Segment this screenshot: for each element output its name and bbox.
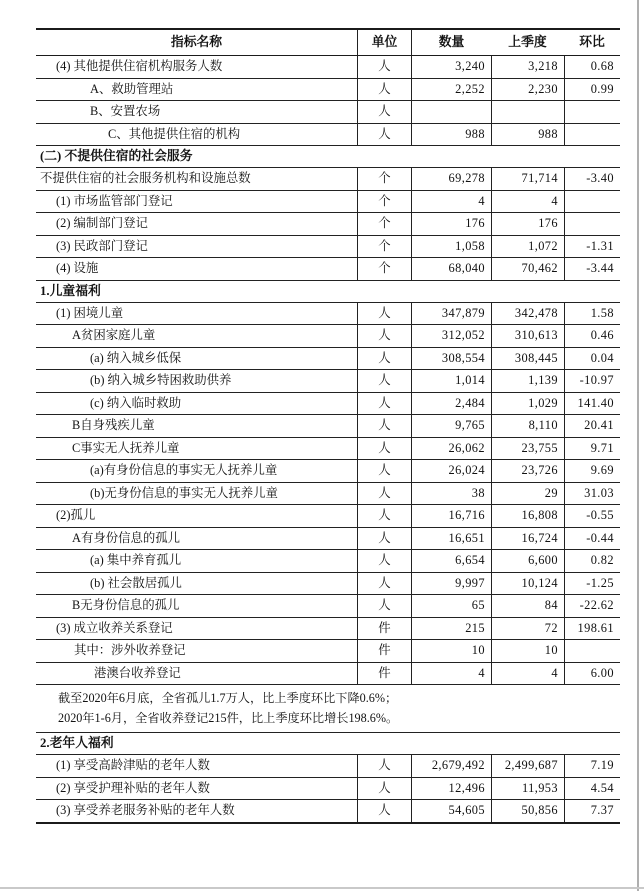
previous-quarter-cell: 16,808 — [491, 505, 564, 527]
previous-quarter-cell: 342,478 — [491, 303, 564, 325]
previous-quarter-cell: 6,600 — [491, 550, 564, 572]
quantity-cell: 16,716 — [411, 505, 491, 527]
ratio-cell: -0.44 — [564, 528, 620, 550]
header-indicator-name: 指标名称 — [170, 35, 223, 49]
ratio-cell: 198.61 — [564, 618, 620, 640]
previous-quarter-cell: 16,724 — [491, 528, 564, 550]
previous-quarter-cell: 4 — [491, 663, 564, 685]
table-row — [36, 213, 620, 236]
quantity-cell: 54,605 — [411, 800, 491, 822]
table-row — [36, 595, 620, 618]
indicator-cell: B、安置农场 — [90, 104, 161, 118]
unit-cell: 人 — [357, 528, 411, 550]
indicator-cell: (3) 民政部门登记 — [56, 238, 148, 253]
ratio-cell: 0.68 — [564, 56, 620, 78]
quantity-cell: 26,062 — [411, 438, 491, 460]
indicator-cell: (3) 享受养老服务补贴的老年人数 — [56, 803, 235, 817]
ratio-cell: 0.04 — [564, 348, 620, 370]
ratio-cell: 9.71 — [564, 438, 620, 460]
quantity-cell: 68,040 — [411, 258, 491, 280]
table-row — [36, 663, 620, 686]
indicator-cell: A有身份信息的孤儿 — [72, 530, 181, 545]
unit-cell: 人 — [357, 415, 411, 437]
quantity-cell: 6,654 — [411, 550, 491, 572]
ratio-cell: 9.69 — [564, 460, 620, 482]
indicator-cell: (4) 设施 — [56, 261, 99, 275]
section-title: 1.儿童福利 — [40, 283, 101, 298]
previous-quarter-cell: 71,714 — [491, 168, 564, 190]
indicator-cell: (c) 纳入临时救助 — [90, 395, 182, 410]
ratio-cell — [564, 213, 620, 235]
unit-cell: 人 — [357, 505, 411, 527]
unit-cell: 人 — [357, 483, 411, 505]
unit-cell: 人 — [357, 573, 411, 595]
unit-cell: 件 — [357, 640, 411, 662]
table-row — [36, 325, 620, 348]
previous-quarter-cell: 4 — [491, 191, 564, 213]
unit-cell: 人 — [357, 595, 411, 617]
unit-cell: 人 — [357, 438, 411, 460]
indicator-cell: B无身份信息的孤儿 — [72, 598, 180, 612]
ratio-cell: 0.46 — [564, 325, 620, 347]
quantity-cell: 2,484 — [411, 393, 491, 415]
unit-cell: 人 — [357, 348, 411, 370]
previous-quarter-cell: 176 — [491, 213, 564, 235]
quantity-cell: 176 — [411, 213, 491, 235]
table-row — [36, 550, 620, 573]
quantity-cell: 69,278 — [411, 168, 491, 190]
previous-quarter-cell: 10 — [491, 640, 564, 662]
indicator-cell: (1) 市场监管部门登记 — [56, 193, 173, 208]
note-text — [36, 685, 620, 732]
quantity-cell: 9,765 — [411, 415, 491, 437]
table-row — [36, 393, 620, 416]
table-row — [36, 168, 620, 191]
ratio-cell — [564, 101, 620, 123]
quantity-cell: 215 — [411, 618, 491, 640]
indicator-cell: C、其他提供住宿的机构 — [108, 126, 241, 141]
previous-quarter-cell: 2,499,687 — [491, 755, 564, 777]
quantity-cell: 2,679,492 — [411, 755, 491, 777]
quantity-cell: 65 — [411, 595, 491, 617]
table-row — [36, 573, 620, 596]
previous-quarter-cell: 308,445 — [491, 348, 564, 370]
quantity-cell: 1,058 — [411, 236, 491, 258]
previous-quarter-cell: 84 — [491, 595, 564, 617]
previous-quarter-cell: 2,230 — [491, 79, 564, 101]
quantity-cell: 347,879 — [411, 303, 491, 325]
previous-quarter-cell: 1,029 — [491, 393, 564, 415]
ratio-cell: -1.25 — [564, 573, 620, 595]
ratio-cell: 141.40 — [564, 393, 620, 415]
indicator-cell: 不提供住宿的社会服务机构和设施总数 — [40, 171, 251, 185]
previous-quarter-cell: 23,755 — [491, 438, 564, 460]
indicator-cell: A贫困家庭儿童 — [72, 328, 156, 342]
previous-quarter-cell: 11,953 — [491, 778, 564, 800]
quantity-cell: 988 — [411, 124, 491, 146]
unit-cell: 人 — [357, 778, 411, 800]
unit-cell: 个 — [357, 168, 411, 190]
previous-quarter-cell: 72 — [491, 618, 564, 640]
table-row — [36, 755, 620, 778]
unit-cell: 个 — [357, 236, 411, 258]
table-row — [36, 438, 620, 461]
indicator-cell: (2) 编制部门登记 — [56, 216, 148, 230]
previous-quarter-cell: 310,613 — [491, 325, 564, 347]
quantity-cell — [411, 101, 491, 123]
indicator-cell: A、救助管理站 — [90, 81, 174, 96]
unit-cell: 人 — [357, 303, 411, 325]
unit-cell: 人 — [357, 101, 411, 123]
ratio-cell: 6.00 — [564, 663, 620, 685]
quantity-cell: 16,651 — [411, 528, 491, 550]
table-row — [36, 505, 620, 528]
ratio-cell: 1.58 — [564, 303, 620, 325]
ratio-cell: 0.82 — [564, 550, 620, 572]
quantity-cell: 4 — [411, 663, 491, 685]
table-row — [36, 56, 620, 79]
header-ratio: 环比 — [579, 35, 605, 49]
indicator-cell: (2) 享受护理补贴的老年人数 — [56, 780, 210, 795]
section-title: 2.老年人福利 — [40, 736, 114, 750]
indicator-cell: C事实无人抚养儿童 — [72, 440, 180, 455]
table-row — [36, 528, 620, 551]
section-header-row — [36, 146, 620, 168]
indicator-cell: B自身残疾儿童 — [72, 418, 155, 432]
previous-quarter-cell: 29 — [491, 483, 564, 505]
unit-cell: 个 — [357, 258, 411, 280]
quantity-cell: 312,052 — [411, 325, 491, 347]
unit-cell: 人 — [357, 550, 411, 572]
indicator-cell: (2)孤儿 — [56, 508, 96, 522]
table-row — [36, 101, 620, 124]
previous-quarter-cell: 988 — [491, 124, 564, 146]
ratio-cell: 7.19 — [564, 755, 620, 777]
ratio-cell: -1.31 — [564, 236, 620, 258]
unit-cell: 人 — [357, 800, 411, 822]
table-body — [36, 56, 620, 824]
indicator-cell: (1) 困境儿童 — [56, 305, 124, 320]
previous-quarter-cell — [491, 101, 564, 123]
header-previous-quarter: 上季度 — [508, 35, 547, 49]
unit-cell: 件 — [357, 663, 411, 685]
quantity-cell: 2,252 — [411, 79, 491, 101]
indicator-cell: (b)无身份信息的事实无人抚养儿童 — [90, 485, 278, 500]
table-row — [36, 640, 620, 663]
previous-quarter-cell: 50,856 — [491, 800, 564, 822]
indicator-cell: (3) 成立收养关系登记 — [56, 620, 173, 635]
indicator-cell: (4) 其他提供住宿机构服务人数 — [56, 59, 223, 73]
table-row — [36, 303, 620, 326]
unit-cell: 人 — [357, 755, 411, 777]
indicator-cell: (b) 社会散居孤儿 — [90, 575, 182, 590]
unit-cell: 人 — [357, 393, 411, 415]
scan-edge-bottom — [0, 887, 644, 889]
previous-quarter-cell: 1,139 — [491, 370, 564, 392]
ratio-cell: -22.62 — [564, 595, 620, 617]
quantity-cell: 12,496 — [411, 778, 491, 800]
quantity-cell: 9,997 — [411, 573, 491, 595]
unit-cell: 个 — [357, 191, 411, 213]
previous-quarter-cell: 3,218 — [491, 56, 564, 78]
unit-cell: 件 — [357, 618, 411, 640]
indicator-cell: (b) 纳入城乡特困救助供养 — [90, 373, 232, 387]
indicator-cell: 港澳台收养登记 — [94, 665, 181, 680]
header-unit: 单位 — [357, 30, 411, 55]
ratio-cell: -3.44 — [564, 258, 620, 280]
table-row — [36, 236, 620, 259]
table-row — [36, 618, 620, 641]
previous-quarter-cell: 10,124 — [491, 573, 564, 595]
unit-cell: 人 — [357, 79, 411, 101]
statistics-table — [36, 28, 620, 824]
quantity-cell: 1,014 — [411, 370, 491, 392]
quantity-cell: 3,240 — [411, 56, 491, 78]
indicator-cell: (a)有身份信息的事实无人抚养儿童 — [90, 463, 278, 477]
ratio-cell: 7.37 — [564, 800, 620, 822]
ratio-cell: 31.03 — [564, 483, 620, 505]
unit-cell: 个 — [357, 213, 411, 235]
quantity-cell: 10 — [411, 640, 491, 662]
previous-quarter-cell: 8,110 — [491, 415, 564, 437]
quantity-cell: 26,024 — [411, 460, 491, 482]
section-title: (二) 不提供住宿的社会服务 — [40, 149, 193, 163]
table-row — [36, 258, 620, 281]
indicator-cell: (1) 享受高龄津贴的老年人数 — [56, 758, 210, 772]
quantity-cell: 4 — [411, 191, 491, 213]
previous-quarter-cell: 23,726 — [491, 460, 564, 482]
section-header-row — [36, 733, 620, 755]
header-quantity: 数量 — [411, 30, 491, 55]
ratio-cell: 20.41 — [564, 415, 620, 437]
ratio-cell: 0.99 — [564, 79, 620, 101]
scan-edge-right — [637, 0, 639, 891]
table-header-row — [36, 30, 620, 56]
previous-quarter-cell: 1,072 — [491, 236, 564, 258]
unit-cell: 人 — [357, 460, 411, 482]
note-row — [36, 685, 620, 733]
table-row — [36, 79, 620, 102]
indicator-cell: (a) 纳入城乡低保 — [90, 350, 182, 365]
indicator-cell: 其中：涉外收养登记 — [74, 643, 186, 657]
quantity-cell: 38 — [411, 483, 491, 505]
unit-cell: 人 — [357, 124, 411, 146]
section-header-row — [36, 281, 620, 303]
ratio-cell — [564, 124, 620, 146]
ratio-cell: 4.54 — [564, 778, 620, 800]
previous-quarter-cell: 70,462 — [491, 258, 564, 280]
indicator-cell: (a) 集中养育孤儿 — [90, 553, 182, 567]
unit-cell: 人 — [357, 370, 411, 392]
ratio-cell — [564, 640, 620, 662]
table-row — [36, 800, 620, 824]
unit-cell: 人 — [357, 56, 411, 78]
table-row — [36, 415, 620, 438]
table-row — [36, 124, 620, 147]
note-line: 2020年1-6月，全省收养登记215件，比上季度环比增长198.6%。 — [58, 711, 399, 725]
table-row — [36, 191, 620, 214]
quantity-cell: 308,554 — [411, 348, 491, 370]
table-row — [36, 370, 620, 393]
ratio-cell — [564, 191, 620, 213]
table-row — [36, 460, 620, 483]
table-row — [36, 778, 620, 801]
ratio-cell: -0.55 — [564, 505, 620, 527]
table-row — [36, 348, 620, 371]
table-row — [36, 483, 620, 506]
unit-cell: 人 — [357, 325, 411, 347]
note-line: 截至2020年6月底，全省孤儿1.7万人，比上季度环比下降0.6%； — [58, 691, 398, 705]
ratio-cell: -3.40 — [564, 168, 620, 190]
ratio-cell: -10.97 — [564, 370, 620, 392]
